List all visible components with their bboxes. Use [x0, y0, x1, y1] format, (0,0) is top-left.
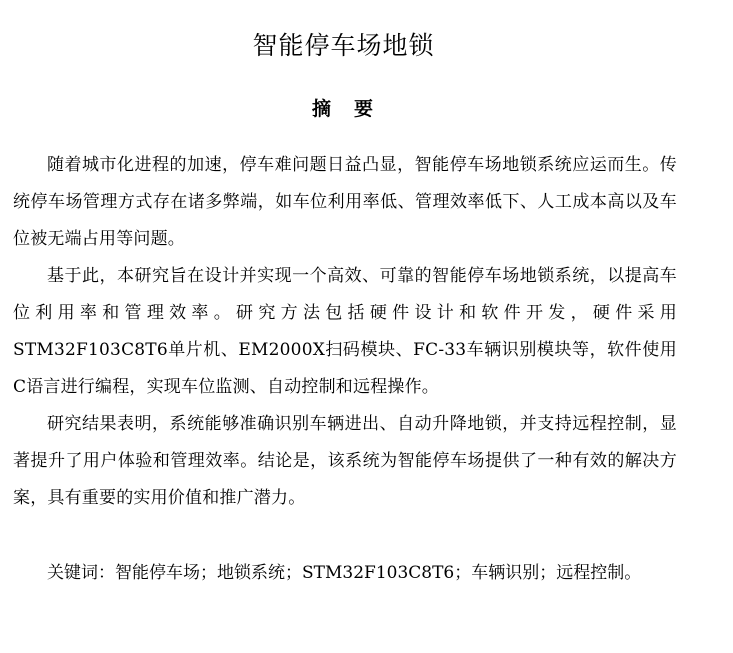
document-title: 智能停车场地锁: [252, 31, 435, 60]
abstract-body: [13, 147, 677, 517]
abstract-heading: 摘 要: [311, 98, 375, 120]
abstract-paragraph-3: 研究结果表明，系统能够准确识别车辆进出、自动升降地锁，并支持远程控制，显著提升了用户体验和管理效率。结论是，该系统为智能停车场提供了一种有效的解决方案，具有重要的实用价值和推广潜力。: [13, 414, 677, 508]
abstract-paragraph-1: 随着城市化进程的加速，停车难问题日益凸显，智能停车场地锁系统应运而生。传统停车场管理方式存在诸多弊端，如车位利用率低、管理效率低下、人工成本高以及车位被无端占用等问题。: [13, 155, 677, 249]
abstract-paragraph-2: 基于此，本研究旨在设计并实现一个高效、可靠的智能停车场地锁系统，以提高车位利用率和管理效率。研究方法包括硬件设计和软件开发，硬件采用STM32F103C8T6单片机、EM2000X扫码模块、FC-33车辆识别模块等，软件使用C语言进行编程，实现车位监测、自动控制和远程操作。: [13, 266, 677, 397]
keywords-line: 关键词：智能停车场；地锁系统；STM32F103C8T6；车辆识别；远程控制。: [47, 563, 642, 583]
